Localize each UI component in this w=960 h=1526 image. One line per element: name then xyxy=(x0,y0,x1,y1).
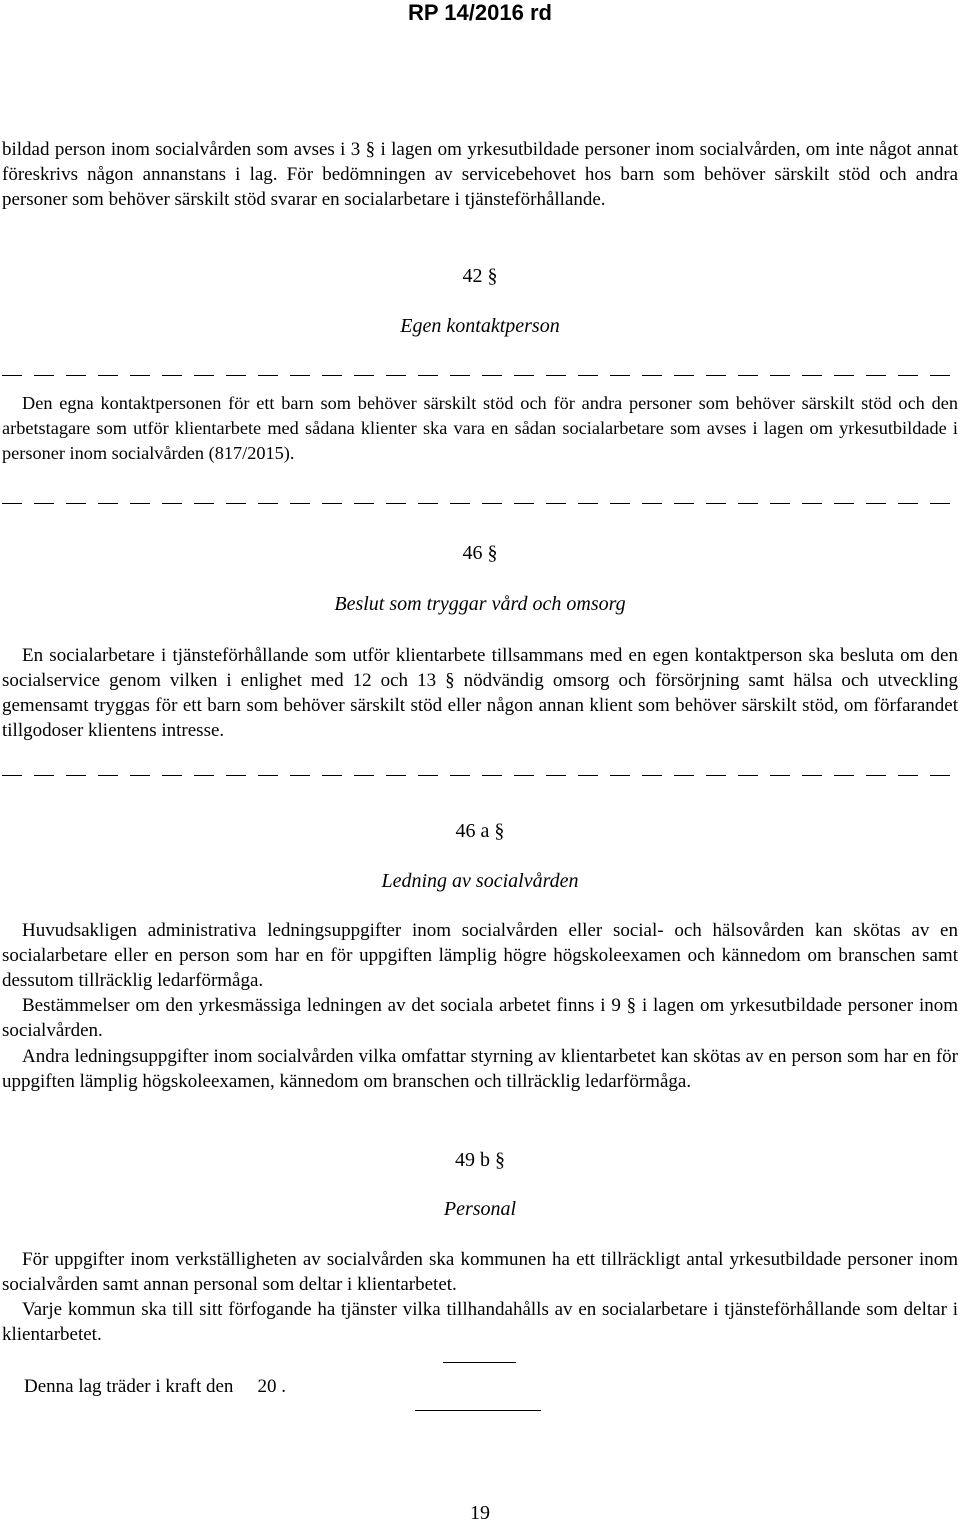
enactment-text: Denna lag träder i kraft den xyxy=(24,1376,234,1397)
section-paragraph: För uppgifter inom verkställigheten av socialvården ska kommunen ha ett tillräckligt antal yrkesutbildade personer inom socialvården samt annan personal som deltar i klientarbetet. xyxy=(2,1249,958,1295)
section-number: 46 a § xyxy=(455,820,505,842)
section-number: 46 § xyxy=(462,542,498,564)
omission-dashes xyxy=(2,503,958,505)
section-title: Ledning av socialvården xyxy=(381,870,579,892)
document-id: RP 14/2016 rd xyxy=(408,0,552,25)
section-paragraph: Varje kommun ska till sitt förfogande ha tjänster vilka tillhandahålls av en socialarbetare i tjänsteförhållande som deltar i klientarbetet. xyxy=(2,1299,958,1345)
section-paragraph: Den egna kontaktpersonen för ett barn som behöver särskilt stöd och för andra personer som behöver särskilt stöd och den arbetstagare som utför klientarbete med sådana klienter ska vara en sådan socialarbetare som avses i lagen om yrkesutbildade i personer inom socialvården (817/2015). xyxy=(2,393,958,463)
section-number: 42 § xyxy=(462,265,498,287)
section-title: Personal xyxy=(443,1198,517,1220)
omission-dashes xyxy=(2,775,958,777)
intro-paragraph: bildad person inom socialvården som avses i 3 § i lagen om yrkesutbildade personer inom socialvården, om inte något annat föreskrivs någon annanstans i lag. För bedömningen av servicebehovet hos barn som behöver särskilt stöd och andra personer som behöver särskilt stöd svarar en socialarbetare i tjänsteförhållande. xyxy=(2,139,958,210)
section-title: Egen kontaktperson xyxy=(400,315,560,337)
separator-line xyxy=(443,1362,516,1363)
separator-line xyxy=(415,1410,541,1411)
section-paragraph: Huvudsakligen administrativa ledningsuppgifter inom socialvården eller social- och hälsovården kan skötas av en socialarbetare eller en person som har en för uppgiften lämplig högre högskoleexamen och kännedom om branschen samt dessutom tillräcklig ledarförmåga. xyxy=(2,920,958,991)
section-paragraph: Andra ledningsuppgifter inom socialvården vilka omfattar styrning av klientarbetet kan skötas av en person som har en för uppgiften lämplig högskoleexamen, kännedom om branschen och tillräcklig ledarförmåga. xyxy=(2,1046,958,1092)
enactment-year: 20 . xyxy=(257,1376,286,1397)
page-number: 19 xyxy=(470,1502,490,1524)
section-paragraph: Bestämmelser om den yrkesmässiga ledningen av det sociala arbetet finns i 9 § i lagen om yrkesutbildade personer inom socialvården. xyxy=(2,995,958,1041)
enactment-clause xyxy=(24,1374,286,1399)
section-title: Beslut som tryggar vård och omsorg xyxy=(334,593,626,615)
omission-dashes xyxy=(2,375,958,377)
section-number: 49 b § xyxy=(455,1149,505,1171)
section-paragraph: En socialarbetare i tjänsteförhållande som utför klientarbete tillsammans med en egen kontaktperson ska besluta om den socialservice genom vilken i enlighet med 12 och 13 § nödvändig omsorg och försörjning samt hälsa och utveckling gemensamt tryggas för ett barn som behöver särskilt stöd eller någon annan klient som behöver särskilt stöd, om förfarandet tillgodoser klientens intresse. xyxy=(2,645,958,741)
